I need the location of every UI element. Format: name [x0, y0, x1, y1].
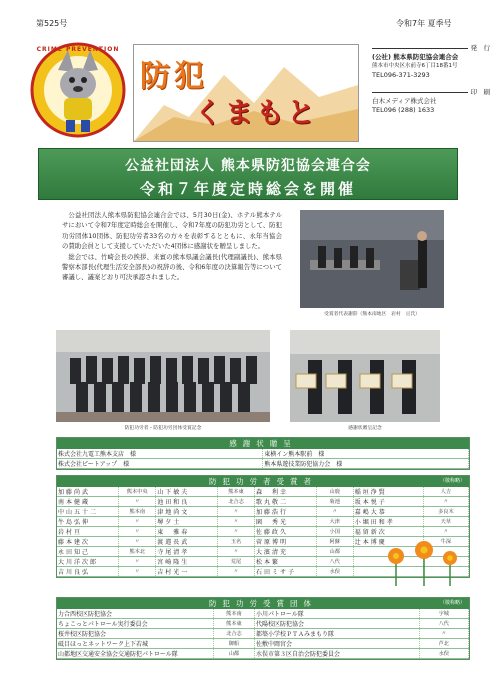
group-region: 山都: [213, 649, 254, 659]
awardee-name: 大川洋次郎: [57, 557, 119, 567]
thanks-cell: 株式会社ピートアップ 様: [57, 459, 263, 469]
publisher-tel: TEL096-371-3293: [372, 71, 430, 79]
group-name: ちょこっとパトロール実行委員会: [57, 619, 213, 629]
persons-title-bar: [57, 476, 469, 487]
thanks-table: [57, 449, 469, 469]
thanks-cell: 東横イン熊本駅前 様: [263, 449, 469, 459]
awardee-region: 人吉: [423, 487, 468, 497]
publisher-name: (公社) 熊本県防犯協会連合会: [372, 53, 459, 61]
awardee-name: 中山五十二: [57, 507, 119, 517]
awardee-name: 牛島弘伸: [57, 517, 119, 527]
article-title-line1: 公益社団法人 熊本県防犯協会連合会: [125, 158, 371, 174]
persons-note: （敬称略）: [439, 478, 465, 484]
table-row: [57, 639, 469, 649]
title-bohan: 防犯: [140, 59, 208, 94]
flowers-illustration: [372, 536, 468, 586]
caption-thanks: 感謝状贈呈記念: [348, 426, 382, 431]
groups-table: [57, 609, 469, 659]
awardee-name: 南本健蔵: [57, 497, 119, 507]
awardee-region: 山都: [316, 547, 353, 557]
persons-title: 防犯功労者受賞者: [209, 477, 317, 486]
group-name: 佐敷中岡宮会: [255, 639, 420, 649]
group-name: 都築小学校ＰＴＡみまもり隊: [255, 629, 420, 639]
group-region: 水俣: [419, 649, 468, 659]
awardee-region: 熊本北: [119, 547, 156, 557]
awardee-name: 坂本悦子: [353, 497, 423, 507]
awardee-region: 天草: [423, 517, 468, 527]
awardee-name: 池田和良: [156, 497, 218, 507]
awardee-region: 八代: [316, 557, 353, 567]
awardee-name: 東 雅春: [156, 527, 218, 537]
article-body: [62, 210, 282, 283]
awardee-name: 辻本博慶: [353, 537, 423, 547]
group-region: 北合志: [213, 629, 254, 639]
table-row: [57, 527, 469, 537]
group-name: 力合西校区防犯協会: [57, 609, 213, 619]
group-region: 熊本南: [213, 609, 254, 619]
table-row: [57, 507, 469, 517]
awardee-region: 菊池: [316, 497, 353, 507]
group-name: 水俣市第３区自治会防犯委員会: [255, 649, 420, 659]
group-name: 代陽校区防犯協会: [255, 619, 420, 629]
awardee-name: 森 利幸: [255, 487, 317, 497]
table-row: [57, 487, 469, 497]
awardee-name: 堺夕土: [156, 517, 218, 527]
group-name: 桜井校区防犯協会: [57, 629, 213, 639]
awardee-name: 石田ミサ子: [255, 567, 317, 577]
group-region: 宇城: [419, 609, 468, 619]
awardee-name: 稲垣浄賢: [353, 487, 423, 497]
publisher-heading: 発 行: [470, 44, 490, 52]
group-region: 八代: [419, 619, 468, 629]
group-region: 芦北: [419, 639, 468, 649]
mascot-text: CRIME PREVENTION: [36, 46, 120, 53]
awardee-region: 〃: [119, 497, 156, 507]
awardee-name: 宮崎隆生: [156, 557, 218, 567]
awardee-name: 吉川良弘: [57, 567, 119, 577]
table-row: [57, 619, 469, 629]
thanks-title: 感謝状贈呈: [57, 438, 469, 449]
group-name: 小川パトロール隊: [255, 609, 420, 619]
awardee-region: 水俣: [316, 567, 353, 577]
table-row: [57, 449, 469, 459]
awardee-name: 渡邉長武: [156, 537, 218, 547]
caption-guest: 受賞者代表謝辞（熊本南地区 岩村 亘氏）: [324, 312, 420, 317]
awardee-region: 〃: [217, 567, 254, 577]
awardee-region: 山鹿: [316, 487, 353, 497]
group-name: 砥目ほっとネットワーク上下若城: [57, 639, 213, 649]
article-paragraph-1: 公益社団法人熊本県防犯協会連合会では、5月30日(金)、ホテル熊本テルサにおいて令和7年度定時総会を開催し、令和7年度の防犯功労として、防犯功労団体10団体、防犯功労者33名の方々を表彰するとともに、永年当協会の賛助会員として支援していただいた4団体に感謝状を贈呈しました。: [62, 211, 282, 251]
awardee-name: 松本繁: [255, 557, 317, 567]
awardee-region: 北合志: [217, 497, 254, 507]
awardee-region: 〃: [423, 527, 468, 537]
printer-tel: TEL096 (288) 1633: [372, 106, 435, 114]
issue-date: 令和7年 夏季号: [396, 19, 452, 28]
table-row: [57, 629, 469, 639]
awardee-name: 寺尾清孝: [156, 547, 218, 557]
table-row: [57, 497, 469, 507]
awardee-region: 〃: [119, 557, 156, 567]
awardee-region: 熊本東: [217, 487, 254, 497]
awardee-name: 大濱清充: [255, 547, 317, 557]
photo-speaker: [300, 210, 444, 308]
awardee-region: 〃: [217, 527, 254, 537]
printer-name: 白木メディア株式会社: [372, 97, 437, 105]
awardee-region: 〃: [217, 507, 254, 517]
groups-title-bar: [57, 598, 469, 609]
awardee-region: 玉名: [217, 537, 254, 547]
photo-thanks: [290, 330, 440, 422]
article-banner: [38, 148, 458, 200]
table-row: [57, 649, 469, 659]
thanks-section: [56, 437, 470, 470]
groups-section: [56, 597, 470, 660]
awardee-region: 多良木: [423, 507, 468, 517]
groups-title: 防犯功労受賞団体: [209, 599, 317, 608]
awardee-region: 熊本南: [119, 507, 156, 517]
article-paragraph-2: 総会では、竹崎会長の挨拶、来賓の熊本県議会議長(代理副議長)、熊本県警察本部長(代理生活安全部長)の祝辞の後、令和6年度の決算報告等について審議し、議案どおり可決承認されました。: [62, 252, 282, 282]
caption-group: 防犯功労者・防犯功労団体受賞記念: [124, 426, 202, 431]
awardee-name: 小堀田和孝: [353, 517, 423, 527]
awardee-region: 小国: [316, 527, 353, 537]
awardee-name: 菅原博明: [255, 537, 317, 547]
awardee-region: 〃: [119, 527, 156, 537]
awardee-name: 永田知己: [57, 547, 119, 557]
newsletter-title-box: [133, 44, 359, 142]
awardee-region: 〃: [217, 547, 254, 557]
awardee-region: 〃: [119, 567, 156, 577]
publisher-info: [372, 44, 490, 115]
awardee-name: 山下敏夫: [156, 487, 218, 497]
title-kumamoto: くまもと: [194, 96, 319, 129]
thanks-cell: 株式会社九電工熊本支店 様: [57, 449, 263, 459]
awardee-name: 歌丸敬二: [255, 497, 317, 507]
awardee-region: 荒尾: [217, 557, 254, 567]
group-region: 熊本東: [213, 619, 254, 629]
table-row: [57, 459, 469, 469]
awardee-name: 加藤尚武: [57, 487, 119, 497]
awardee-name: 岩村亘: [57, 527, 119, 537]
group-region: 〃: [419, 629, 468, 639]
awardee-region: 牛深: [423, 537, 468, 547]
awardee-region: 〃: [217, 517, 254, 527]
publisher-address: 熊本市中央区水前寺6丁目18番1号: [372, 63, 458, 69]
issue-number: 第525号: [36, 19, 68, 28]
awardee-region: 〃: [119, 517, 156, 527]
awardee-region: 熊本中央: [119, 487, 156, 497]
table-row: [57, 517, 469, 527]
awardee-name: 津地尚文: [156, 507, 218, 517]
awardee-name: 福留新次: [353, 527, 423, 537]
awardee-name: 園 秀光: [255, 517, 317, 527]
article-title-line2: 令和７年度定時総会を開催: [139, 180, 356, 198]
thanks-cell: 熊本県遊技業防犯協力会 様: [263, 459, 469, 469]
awardee-region: 阿蘇: [316, 537, 353, 547]
awardee-region: 〃: [119, 537, 156, 547]
printer-heading: 印 刷: [470, 88, 490, 96]
awardee-name: 吉村光一: [156, 567, 218, 577]
table-row: [57, 609, 469, 619]
awardee-name: 藤本建次: [57, 537, 119, 547]
awardee-name: 佐藤政久: [255, 527, 317, 537]
awardee-region: 〃: [316, 507, 353, 517]
awardee-name: 加藤浩行: [255, 507, 317, 517]
groups-note: （敬称略）: [439, 600, 465, 606]
awardee-region: 〃: [423, 497, 468, 507]
group-region: 御船: [213, 639, 254, 649]
awardee-name: 嘉嶋大恭: [353, 507, 423, 517]
mascot-logo: [28, 38, 128, 148]
group-name: 山都地区交通安全協会交通防犯パトロール隊: [57, 649, 213, 659]
awardee-region: 大津: [316, 517, 353, 527]
photo-group: [56, 330, 270, 422]
